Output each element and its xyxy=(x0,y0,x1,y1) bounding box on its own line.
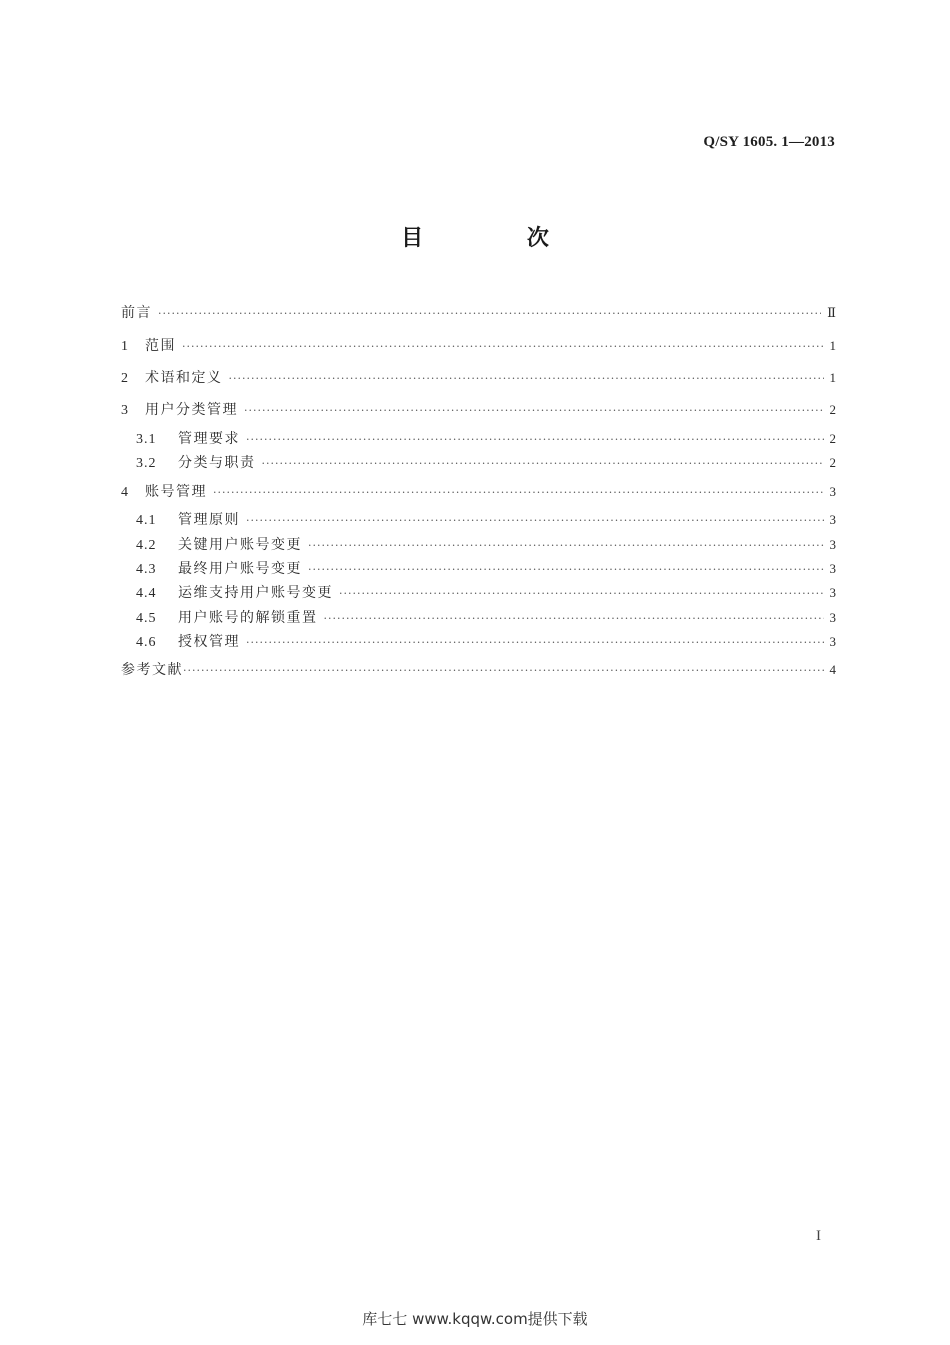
toc-label: 运维支持用户账号变更 xyxy=(178,585,333,601)
toc-entry-4-3[interactable] xyxy=(136,559,836,579)
toc-page-number: 3 xyxy=(829,484,836,499)
toc-label: 范围 xyxy=(145,338,176,354)
toc-page-number: 4 xyxy=(829,662,836,677)
toc-dot-leader xyxy=(339,584,824,604)
toc-dot-leader xyxy=(246,430,824,450)
toc-label: 授权管理 xyxy=(178,634,240,650)
toc-page-number: 3 xyxy=(829,634,836,649)
toc-label: 最终用户账号变更 xyxy=(178,561,302,577)
page-title: 目 次 xyxy=(401,226,597,251)
toc-section-number: 4.1 xyxy=(136,513,157,528)
toc-dot-leader xyxy=(158,304,821,324)
toc-dot-leader xyxy=(244,401,824,421)
toc-dot-leader xyxy=(183,661,824,681)
toc-page-number: 2 xyxy=(829,455,836,470)
toc-label: 前言 xyxy=(121,305,152,321)
toc-dot-leader xyxy=(213,483,824,503)
toc-label: 管理原则 xyxy=(178,512,240,528)
toc-dot-leader xyxy=(308,536,824,556)
toc-entry-1[interactable] xyxy=(121,336,836,356)
toc-entry-2[interactable] xyxy=(121,368,836,388)
toc-entry-4[interactable] xyxy=(121,482,836,502)
toc-dot-leader xyxy=(246,633,824,653)
toc-page-number: 3 xyxy=(829,561,836,576)
toc-dot-leader xyxy=(324,609,824,629)
toc-label: 分类与职责 xyxy=(178,455,256,471)
toc-section-number: 4.3 xyxy=(136,562,157,577)
toc-section-number: 2 xyxy=(121,371,128,386)
toc-label: 用户账号的解锁重置 xyxy=(178,610,318,626)
standard-code: Q/SY 1605. 1—2013 xyxy=(703,134,835,150)
toc-label: 用户分类管理 xyxy=(145,402,238,418)
toc-label: 术语和定义 xyxy=(145,370,223,386)
toc-dot-leader xyxy=(246,511,824,531)
toc-page-number: 2 xyxy=(829,431,836,446)
toc-section-number: 4 xyxy=(121,485,128,500)
toc-entry-3-2[interactable] xyxy=(136,453,836,473)
toc-dot-leader xyxy=(182,337,824,357)
toc-label: 账号管理 xyxy=(145,484,207,500)
toc-page-number: 3 xyxy=(829,585,836,600)
toc-section-number: 3.2 xyxy=(136,456,157,471)
toc-entry-4-5[interactable] xyxy=(136,608,836,628)
toc-entry-4-4[interactable] xyxy=(136,583,836,603)
toc-page-number: 3 xyxy=(829,512,836,527)
toc-label: 关键用户账号变更 xyxy=(178,537,302,553)
toc-entry-4-1[interactable] xyxy=(136,510,836,530)
toc-page-number: 1 xyxy=(829,370,836,385)
download-source-footer: 库七七 www.kqqw.com提供下载 xyxy=(362,1310,588,1328)
toc-entry-4-2[interactable] xyxy=(136,535,836,555)
toc-entry-4-6[interactable] xyxy=(136,632,836,652)
toc-section-number: 1 xyxy=(121,339,128,354)
toc-dot-leader xyxy=(262,454,824,474)
toc-label: 参考文献 xyxy=(121,662,183,678)
toc-dot-leader xyxy=(229,369,824,389)
toc-label: 管理要求 xyxy=(178,431,240,447)
toc-section-number: 3 xyxy=(121,403,128,418)
toc-page-number: 3 xyxy=(829,537,836,552)
toc-entry-references[interactable] xyxy=(121,660,836,680)
toc-section-number: 4.4 xyxy=(136,586,157,601)
toc-page-number: 2 xyxy=(829,402,836,417)
toc-section-number: 4.2 xyxy=(136,538,157,553)
toc-section-number: 4.6 xyxy=(136,635,157,650)
toc-page-number: 3 xyxy=(829,610,836,625)
toc-section-number: 3.1 xyxy=(136,432,157,447)
toc-entry-3-1[interactable] xyxy=(136,429,836,449)
toc-page-number: Ⅱ xyxy=(827,305,836,320)
toc-entry-3[interactable] xyxy=(121,400,836,420)
toc-section-number: 4.5 xyxy=(136,611,157,626)
toc-page-number: 1 xyxy=(829,338,836,353)
page-number: I xyxy=(816,1228,821,1244)
toc-entry-preface[interactable] xyxy=(121,303,836,323)
toc-dot-leader xyxy=(308,560,824,580)
